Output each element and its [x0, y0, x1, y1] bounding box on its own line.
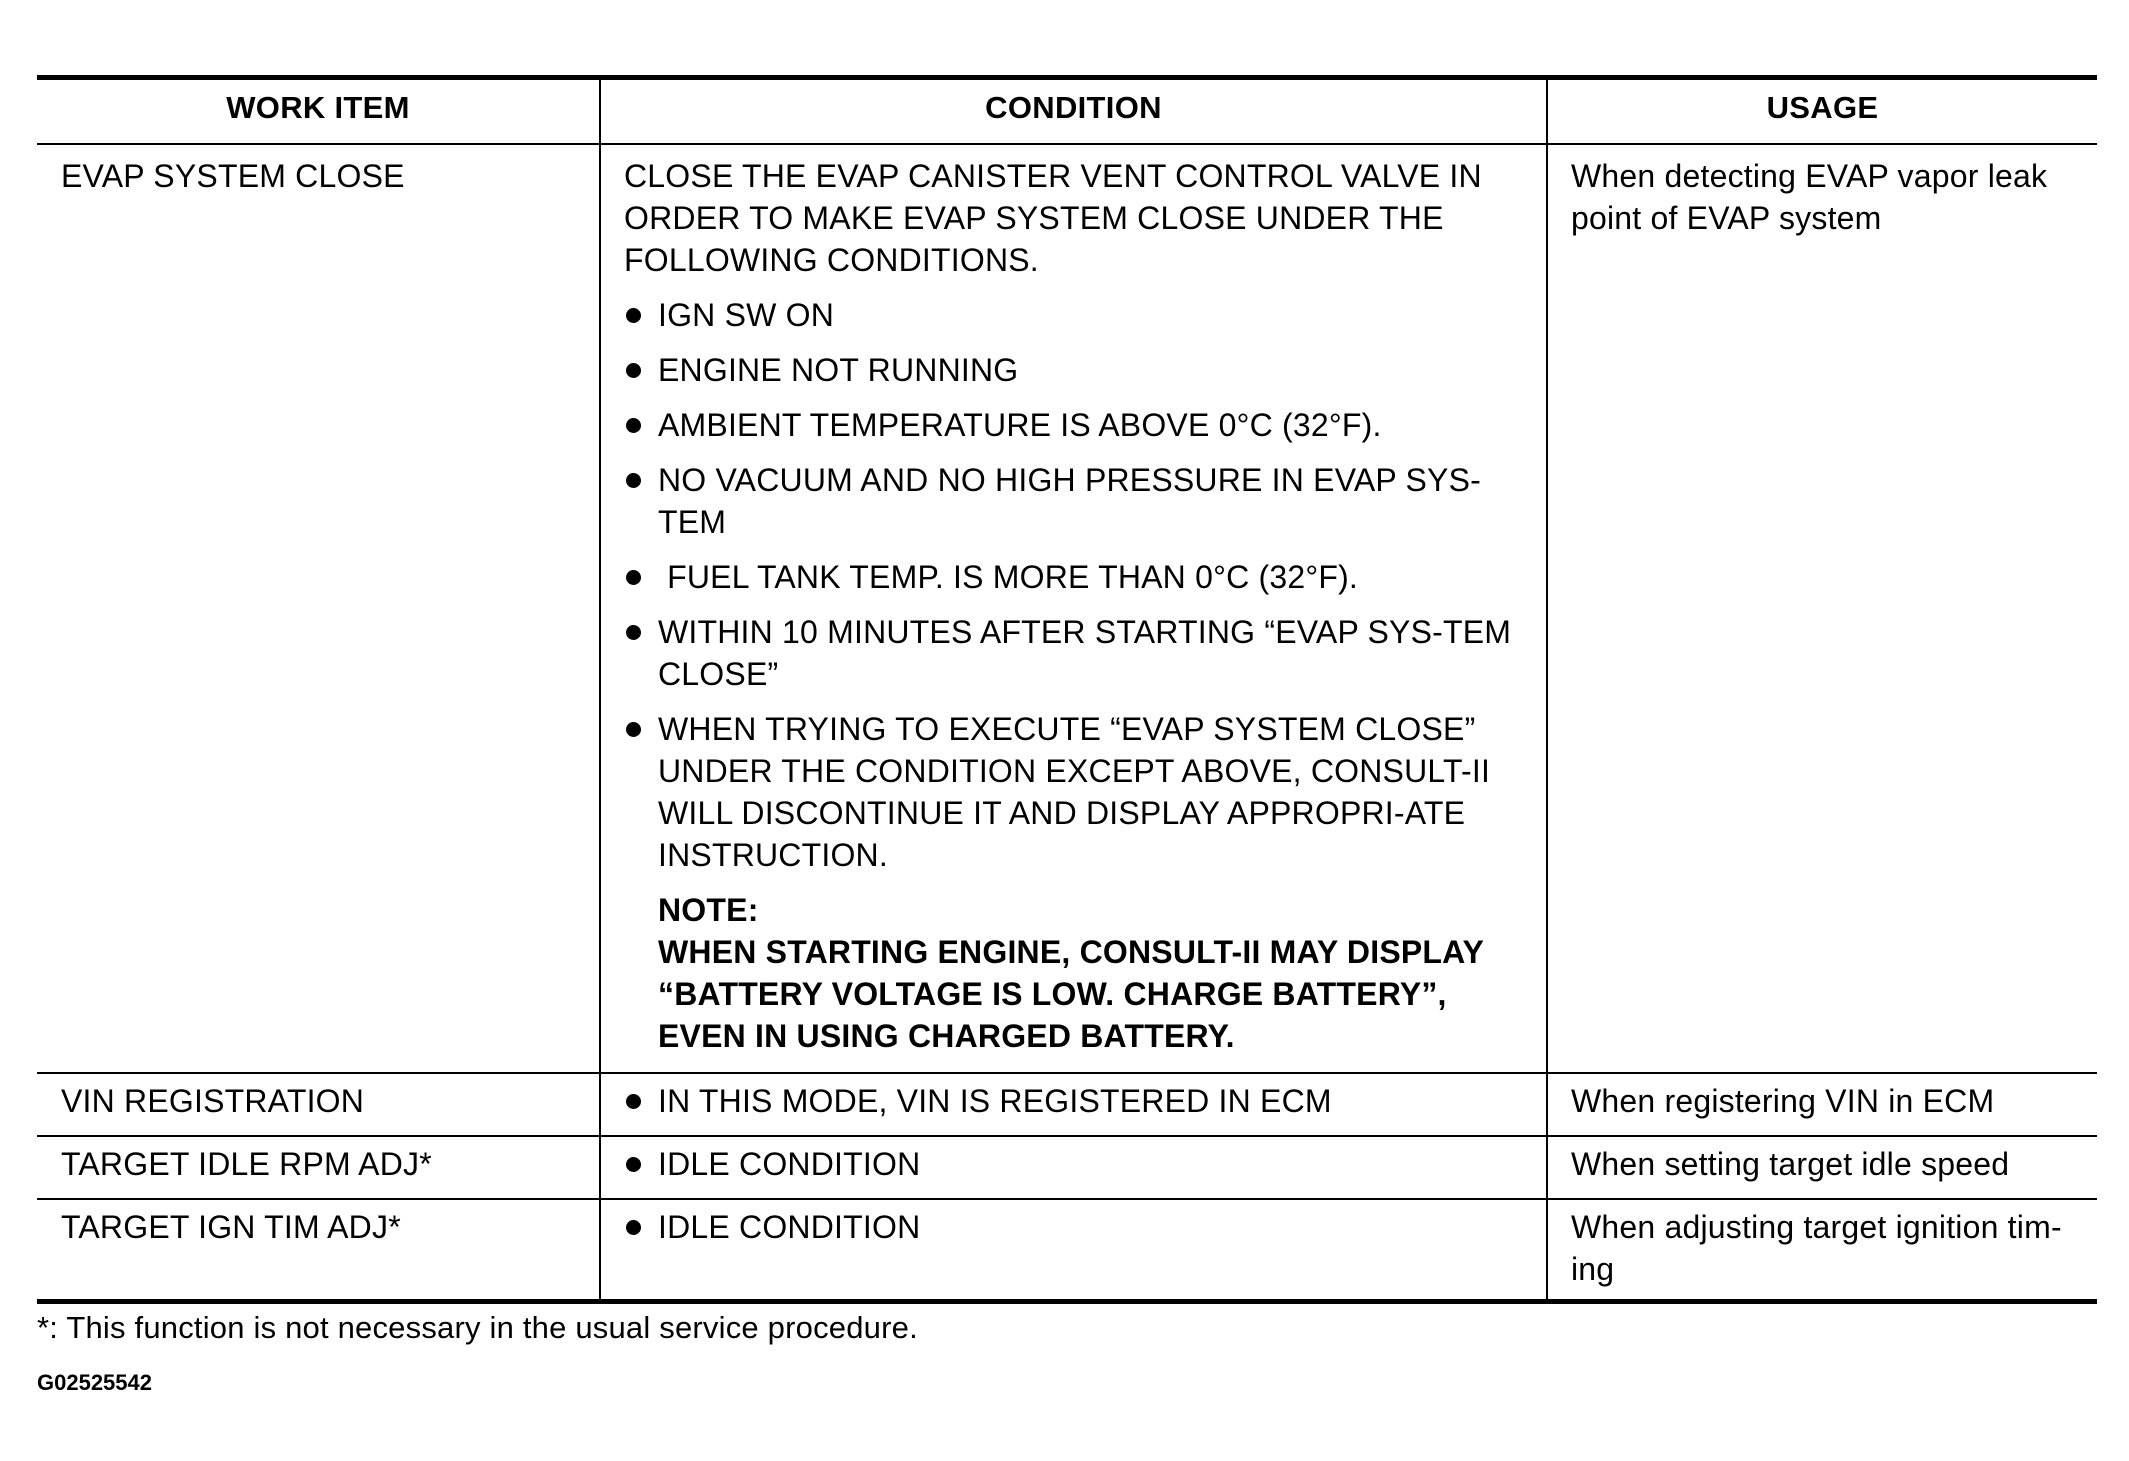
bullet-dot-icon: [626, 1157, 641, 1172]
column-divider: [1546, 80, 1548, 1299]
usage-cell: [1548, 145, 2097, 1072]
condition-cell: [601, 1074, 1546, 1135]
condition-bullet-list: [624, 294, 1534, 876]
work-item-cell: [37, 1137, 599, 1198]
bullet-dot-icon: [626, 1220, 641, 1235]
bullet-dot-icon: [626, 722, 641, 737]
usage-text: When setting target idle speed: [1571, 1146, 2010, 1182]
condition-bullet-list: [624, 1206, 1534, 1248]
usage-text: When adjusting target ignition tim-ing: [1571, 1209, 2062, 1287]
condition-cell: [601, 1137, 1546, 1198]
condition-note: [658, 889, 1534, 1057]
figure-code: G02525542: [37, 1370, 152, 1395]
usage-text: When detecting EVAP vapor leak point of EVAP system: [1571, 158, 2048, 236]
table-row: [37, 145, 2097, 1072]
usage-cell: [1548, 1200, 2097, 1304]
table-row: [37, 1200, 2097, 1304]
condition-bullet-list: [624, 1143, 1534, 1185]
bullet-dot-icon: [626, 363, 641, 378]
bullet-dot-icon: [626, 308, 641, 323]
work-item-text: TARGET IGN TIM ADJ*: [61, 1209, 401, 1245]
table-row: [37, 1137, 2097, 1198]
work-item-table: [37, 75, 2097, 1304]
work-item-text: TARGET IDLE RPM ADJ*: [61, 1146, 432, 1182]
usage-cell: [1548, 1137, 2097, 1198]
bullet-dot-icon: [626, 570, 641, 585]
work-item-cell: [37, 145, 599, 1072]
condition-cell: [601, 145, 1546, 1072]
usage-cell: [1548, 1074, 2097, 1135]
note-label: NOTE:: [658, 892, 759, 928]
condition-bullet: IGN SW ON: [624, 294, 1534, 336]
usage-text: When registering VIN in ECM: [1571, 1083, 1995, 1119]
bullet-dot-icon: [626, 418, 641, 433]
condition-bullet: ENGINE NOT RUNNING: [624, 349, 1534, 391]
work-item-text: VIN REGISTRATION: [61, 1083, 365, 1119]
bullet-dot-icon: [626, 625, 641, 640]
table-row: [37, 1074, 2097, 1135]
condition-bullet: NO VACUUM AND NO HIGH PRESSURE IN EVAP SYS-TEM: [624, 459, 1534, 543]
header-usage: USAGE: [1766, 90, 1879, 125]
condition-bullet: WHEN TRYING TO EXECUTE “EVAP SYSTEM CLOSE” UNDER THE CONDITION EXCEPT ABOVE, CONSULT-II WILL DISCONTINUE IT AND DISPLAY APPROPRI-ATE INSTRUCTION.: [624, 708, 1534, 876]
bullet-dot-icon: [626, 473, 641, 488]
bullet-dot-icon: [626, 1094, 641, 1109]
condition-bullet: IDLE CONDITION: [624, 1206, 1534, 1248]
note-text: WHEN STARTING ENGINE, CONSULT-II MAY DISPLAY “BATTERY VOLTAGE IS LOW. CHARGE BATTERY”, EVEN IN USING CHARGED BATTERY.: [658, 934, 1484, 1054]
condition-bullet: FUEL TANK TEMP. IS MORE THAN 0°C (32°F).: [624, 556, 1534, 598]
condition-bullet: WITHIN 10 MINUTES AFTER STARTING “EVAP SYS-TEM CLOSE”: [624, 611, 1534, 695]
condition-bullet: IN THIS MODE, VIN IS REGISTERED IN ECM: [624, 1080, 1534, 1122]
condition-bullet: IDLE CONDITION: [624, 1143, 1534, 1185]
table-header-row: [37, 80, 2097, 143]
work-item-text: EVAP SYSTEM CLOSE: [61, 158, 405, 194]
condition-bullet-list: [624, 1080, 1534, 1122]
work-item-cell: [37, 1200, 599, 1304]
header-work-item: WORK ITEM: [226, 90, 410, 125]
condition-bullet: AMBIENT TEMPERATURE IS ABOVE 0°C (32°F).: [624, 404, 1534, 446]
footnote: *: This function is not necessary in the usual service procedure.: [37, 1310, 918, 1345]
condition-intro: CLOSE THE EVAP CANISTER VENT CONTROL VALVE IN ORDER TO MAKE EVAP SYSTEM CLOSE UNDER THE FOLLOWING CONDITIONS.: [624, 158, 1482, 278]
header-condition: CONDITION: [985, 90, 1162, 125]
column-divider: [599, 80, 601, 1299]
condition-cell: [601, 1200, 1546, 1304]
work-item-cell: [37, 1074, 599, 1135]
